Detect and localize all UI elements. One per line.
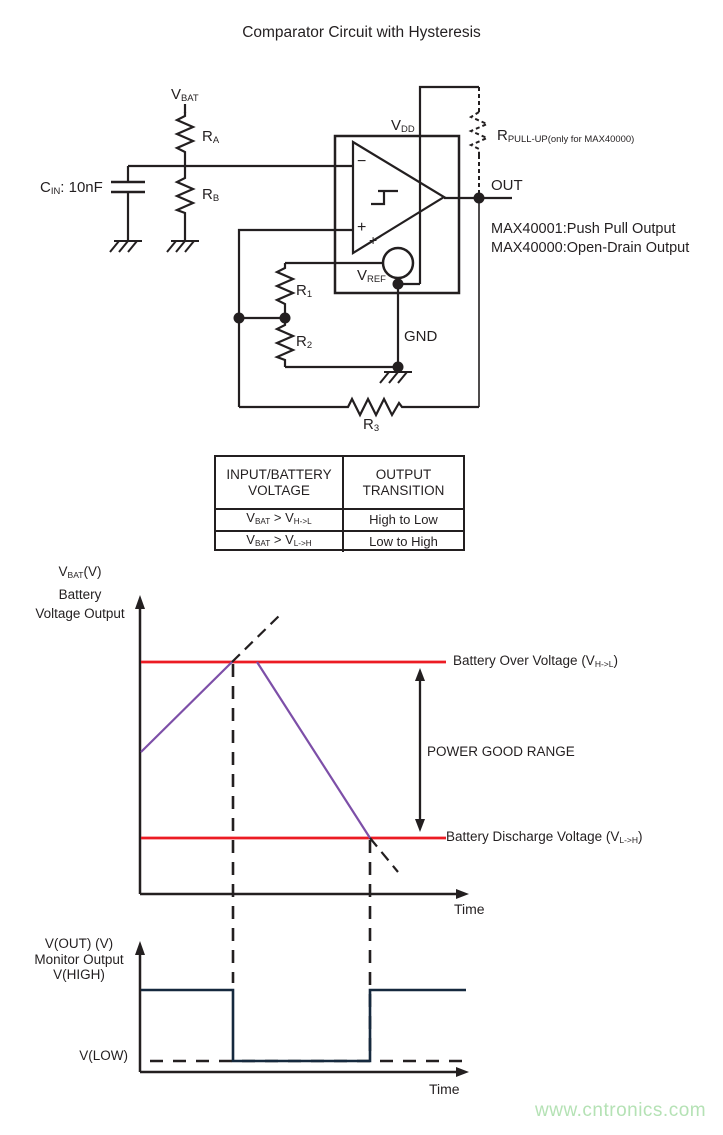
cin-label: $C_{IN}$: 10nF xyxy=(40,179,103,198)
g1-axes xyxy=(140,604,460,894)
hysteresis-icon xyxy=(371,191,398,204)
range-arrowhead-bottom xyxy=(415,819,425,832)
graph-battery-voltage xyxy=(135,595,469,1055)
r1-label: $R_1$ xyxy=(296,282,313,301)
rpullup-label: $R_{PULL-UP(only for MAX40000)}$ xyxy=(497,127,635,146)
vdd-label: $V_{DD}$ xyxy=(391,117,415,136)
table-header-output: OUTPUT TRANSITION xyxy=(344,457,463,510)
junction-dot-vref xyxy=(393,279,404,290)
output-type-note xyxy=(491,220,689,258)
hysteresis-truth-table xyxy=(214,455,465,551)
resistor-rb xyxy=(177,166,193,240)
ground-symbol-cin xyxy=(110,241,142,252)
comparator-triangle xyxy=(353,142,444,253)
junction-dot-gnd xyxy=(393,362,404,373)
g2-axes xyxy=(140,950,460,1072)
ra-label: $R_A$ xyxy=(202,128,220,147)
vref-source-circle xyxy=(383,248,413,278)
inverting-input-label: − xyxy=(357,153,367,170)
note-line-2: MAX40000:Open-Drain Output xyxy=(491,240,690,256)
ground-symbol-rb xyxy=(167,241,199,252)
time-axis-label-graph2: Time xyxy=(429,1081,460,1097)
vbat-label: $V_{BAT}$ xyxy=(171,86,199,105)
table-row1-result: High to Low xyxy=(344,510,463,532)
figure-title: Comparator Circuit with Hysteresis xyxy=(242,24,481,41)
vref-polarity-label: + xyxy=(369,232,378,248)
ground-symbol-gnd xyxy=(380,372,412,383)
table-row2-result: Low to High xyxy=(369,533,438,549)
resistor-ra xyxy=(177,112,193,166)
battery-voltage-rising xyxy=(141,662,232,752)
g2-xaxis-arrowhead xyxy=(456,1067,469,1077)
monitor-output-waveform xyxy=(141,990,466,1061)
power-good-range-label: POWER GOOD RANGE xyxy=(427,744,575,759)
watermark: www.cntronics.com xyxy=(535,1100,707,1121)
note-line-1: MAX40001:Push Pull Output xyxy=(491,221,676,237)
out-label: OUT xyxy=(491,177,523,194)
resistor-r2 xyxy=(277,318,293,367)
falling-dashed-projection xyxy=(370,838,398,872)
table-header-input: INPUT/BATTERY VOLTAGE xyxy=(216,457,344,510)
resistor-rpullup xyxy=(471,112,487,155)
g1-xaxis-arrowhead xyxy=(456,889,469,899)
vbat-axis-label: $V_{BAT}(V)$ Battery Voltage Output xyxy=(35,564,125,621)
vout-axis-label: V(OUT) (V) Monitor Output V(HIGH) xyxy=(34,936,124,982)
battery-over-voltage-label: Battery Over Voltage $(V_{H->L})$ xyxy=(453,653,618,669)
vref-label: $V_{REF}$ xyxy=(357,267,386,286)
noninverting-input-label: + xyxy=(357,219,367,236)
table-row1-condition: $V_{BAT} > V_{H->L}$ xyxy=(216,510,344,532)
r2-label: $R_2$ xyxy=(296,333,313,352)
wire-vdd-pin xyxy=(420,87,479,136)
gnd-label: GND xyxy=(404,328,438,345)
vlow-label: V(LOW) xyxy=(79,1048,128,1063)
battery-voltage-falling xyxy=(257,662,370,838)
resistor-r3 xyxy=(239,399,479,415)
resistor-r1 xyxy=(277,263,293,318)
graph-monitor-output xyxy=(135,941,469,1077)
out-junction-dot xyxy=(474,193,485,204)
range-arrowhead-top xyxy=(415,668,425,681)
r3-label: $R_3$ xyxy=(363,416,380,435)
junction-dot-left xyxy=(234,313,245,324)
rb-label: $R_B$ xyxy=(202,186,220,205)
circuit-schematic xyxy=(110,87,512,415)
table-row2-condition: $V_{BAT} > V_{L->H}$ xyxy=(216,532,344,552)
time-axis-label-graph1: Time xyxy=(454,901,485,917)
battery-discharge-voltage-label: Battery Discharge Voltage $(V_{L->H})$ xyxy=(446,829,643,845)
rising-dashed-projection xyxy=(232,614,281,662)
